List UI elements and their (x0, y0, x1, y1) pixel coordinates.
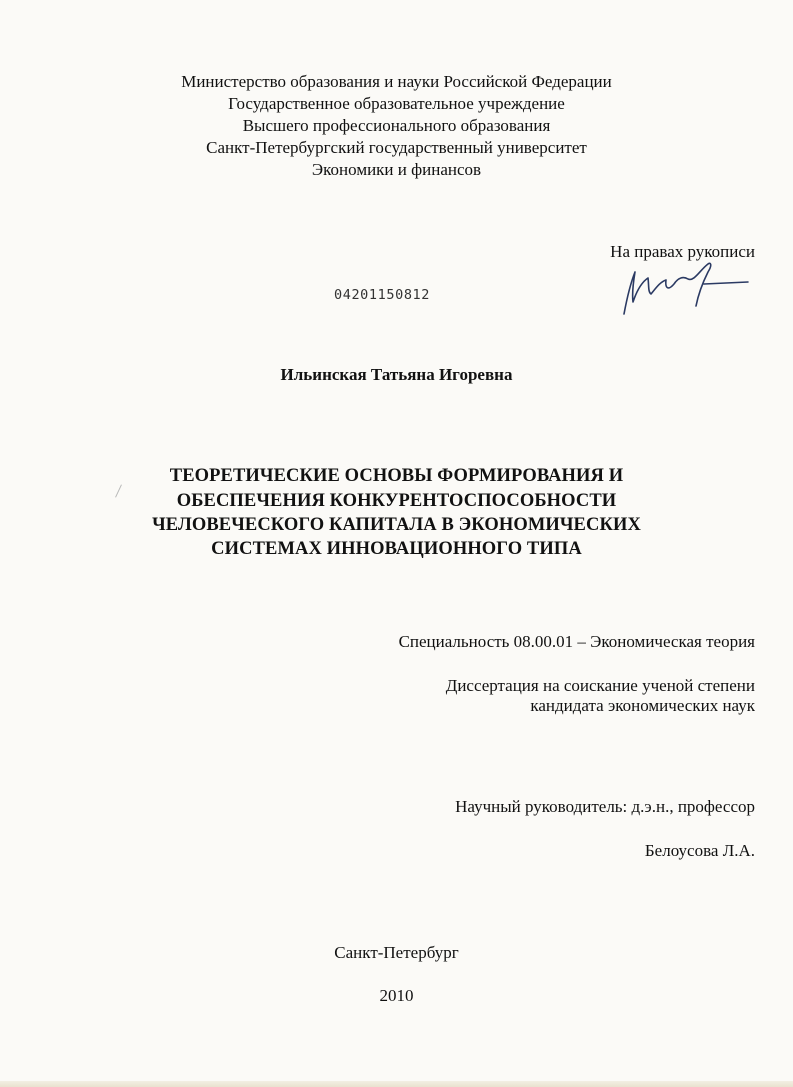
manuscript-rights: На правах рукописи (610, 242, 755, 261)
ministry-line: Министерство образования и науки Российской Федерации (181, 72, 612, 91)
university-line: Санкт-Петербургский государственный университет (206, 138, 587, 157)
title-line-4: СИСТЕМАХ ИННОВАЦИОННОГО ТИПА (211, 539, 582, 559)
year: 2010 (379, 986, 414, 1005)
supervisor-name: Белоусова Л.А. (644, 841, 755, 860)
signature (618, 258, 750, 318)
supervisor-label: Научный руководитель: д.э.н., профессор (455, 797, 755, 816)
title-line-1: ТЕОРЕТИЧЕСКИЕ ОСНОВЫ ФОРМИРОВАНИЯ И (169, 466, 624, 486)
institution-type-line: Государственное образовательное учреждение (228, 94, 565, 113)
title-line-3: ЧЕЛОВЕЧЕСКОГО КАПИТАЛА В ЭКОНОМИЧЕСКИХ (152, 515, 641, 535)
faculty-line: Экономики и финансов (311, 160, 482, 179)
title-line-2: ОБЕСПЕЧЕНИЯ КОНКУРЕНТОСПОСОБНОСТИ (176, 491, 617, 511)
dissertation-line-2: кандидата экономических наук (530, 696, 755, 715)
page-bottom-edge (0, 1081, 793, 1087)
registration-number: 04201150812 (334, 287, 431, 303)
city: Санкт-Петербург (334, 943, 459, 962)
education-level-line: Высшего профессионального образования (242, 116, 551, 135)
dissertation-line-1: Диссертация на соискание ученой степени (445, 676, 755, 695)
author-name: Ильинская Татьяна Игоревна (280, 365, 513, 384)
specialty-line: Специальность 08.00.01 – Экономическая теория (398, 632, 755, 651)
